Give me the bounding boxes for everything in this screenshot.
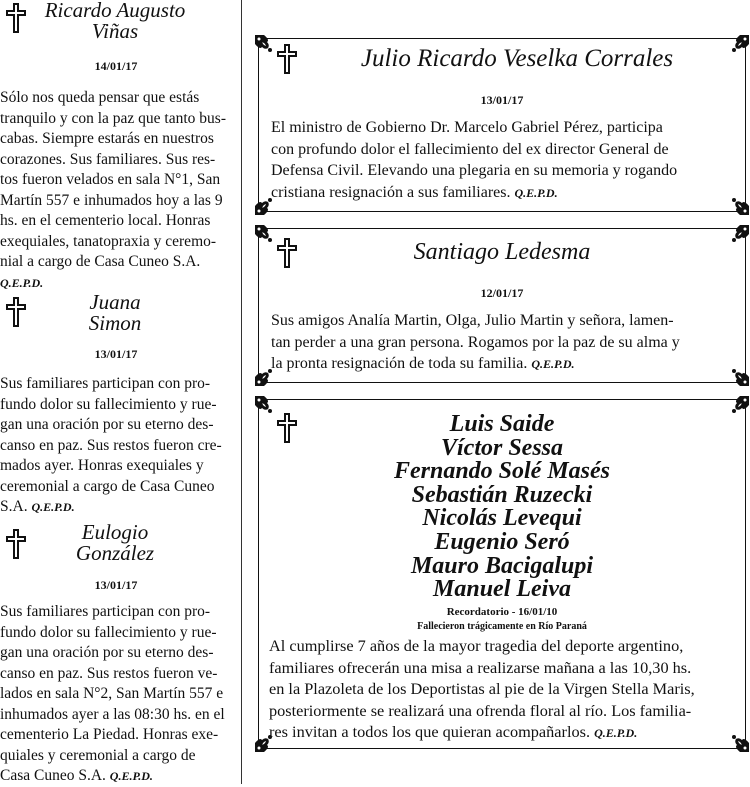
list-item: Víctor Sessa xyxy=(440,434,563,461)
qepd-label: Q.E.P.D. xyxy=(594,726,638,740)
list-item: Luis Saide xyxy=(449,411,555,437)
list-item: Fernando Solé Masés xyxy=(393,458,611,485)
qepd-label: Q.E.P.D. xyxy=(531,357,575,371)
obituary-name: Julio Ricardo Veselka Corrales xyxy=(360,45,674,72)
qepd-label: Q.E.P.D. xyxy=(109,769,153,783)
obituary-text: Al cumplirse 7 años de la mayor tragedia del deporte argentino, familiares ofrecerán una misa a realizarse mañana a las 10,30 hs. en la Plazoleta de los Deportistas al pie de la Virgen Stella Maris, posteriormente se realizará una ofrenda floral al río. Los familia- res invitan a todos los que quieran acompañarlos. Q.E.P.D. xyxy=(269,636,695,741)
qepd-label: Q.E.P.D. xyxy=(514,185,558,200)
obituary-text: Sólo nos queda pensar que estás tranquilo y con la paz que tanto bus- cabas. Siempre estarás en nuestros corazones. Sus familiares. Sus res- tos fueron velados en sala N°1, San Martín 557 e inhumados hoy a las 9 hs. en el cementerio local. Honras exequiales, tanatopraxia y ceremo- nial a cargo de Casa Cuneo S.A. Q.E.P.D. xyxy=(0,89,226,290)
obituary-date: 13/01/17 xyxy=(94,578,138,592)
column-divider xyxy=(241,0,242,784)
list-item: Nicolás Levequi xyxy=(422,505,582,532)
cross-icon xyxy=(4,296,28,328)
obituary-date: 14/01/17 xyxy=(94,59,138,73)
names-list xyxy=(259,413,745,602)
list-item: Manuel Leiva xyxy=(433,576,571,603)
obituary-box xyxy=(258,228,746,383)
list-item: Eugenio Seró xyxy=(434,528,570,555)
qepd-label: Q.E.P.D. xyxy=(31,500,75,514)
obituary-name: Eulogio González xyxy=(75,520,155,565)
obituary-box xyxy=(258,38,746,212)
recordatorio-label: Recordatorio - 16/01/10 xyxy=(446,606,558,618)
obituary-text: Sus familiares participan con pro- fundo dolor su fallecimiento y rue- gan una oración por su eterno des- canso en paz. Sus restos fueron cre- mados ayer. Honras exequiales y ceremonial a cargo de Casa Cuneo S.A. Q.E.P.D. xyxy=(0,375,222,515)
cross-icon xyxy=(275,43,299,75)
obituary-text: El ministro de Gobierno Dr. Marcelo Gabriel Pérez, participa con profundo dolor el fallecimiento del ex director General de Defensa Civil. Elevando una plegaria en su memoria y rogando cristiana resignación a sus familiares. Q.E.P.D. xyxy=(271,119,678,201)
obituary-date: 13/01/17 xyxy=(480,93,524,107)
obituary-box xyxy=(258,399,746,749)
obituary-date: 12/01/17 xyxy=(480,286,524,300)
list-item: Sebastián Ruzecki xyxy=(411,481,593,508)
obituary-name: Santiago Ledesma xyxy=(413,239,591,265)
cross-icon xyxy=(4,2,28,34)
obituary-name: Juana Simon xyxy=(88,290,142,335)
qepd-label: Q.E.P.D. xyxy=(0,275,44,290)
fallecieron-label: Fallecieron trágicamente en Río Paraná xyxy=(417,621,587,632)
obituary-name: Ricardo Augusto Viñas xyxy=(44,0,186,43)
cross-icon xyxy=(4,528,28,560)
ornament-icon xyxy=(255,35,275,55)
obituary-date: 13/01/17 xyxy=(94,347,138,361)
obituary-text: Sus familiares participan con pro- fundo dolor su fallecimiento y rue- gan una oración por su eterno des- canso en paz. Sus restos fueron ve- lados en sala N°2, San Martín 557 e inhumados ayer a las 08:30 hs. en el cementerio La Piedad. Honras exe- quiales y ceremonial a cargo de Casa Cuneo S.A. Q.E.P.D. xyxy=(0,603,225,784)
list-item: Mauro Bacigalupi xyxy=(410,552,594,579)
obituary-text: Sus amigos Analía Martin, Olga, Julio Martin y señora, lamen- tan perder a una gran persona. Rogamos por la paz de su alma y la pronta resignación de toda su familia. Q.E.P.D. xyxy=(271,312,680,372)
